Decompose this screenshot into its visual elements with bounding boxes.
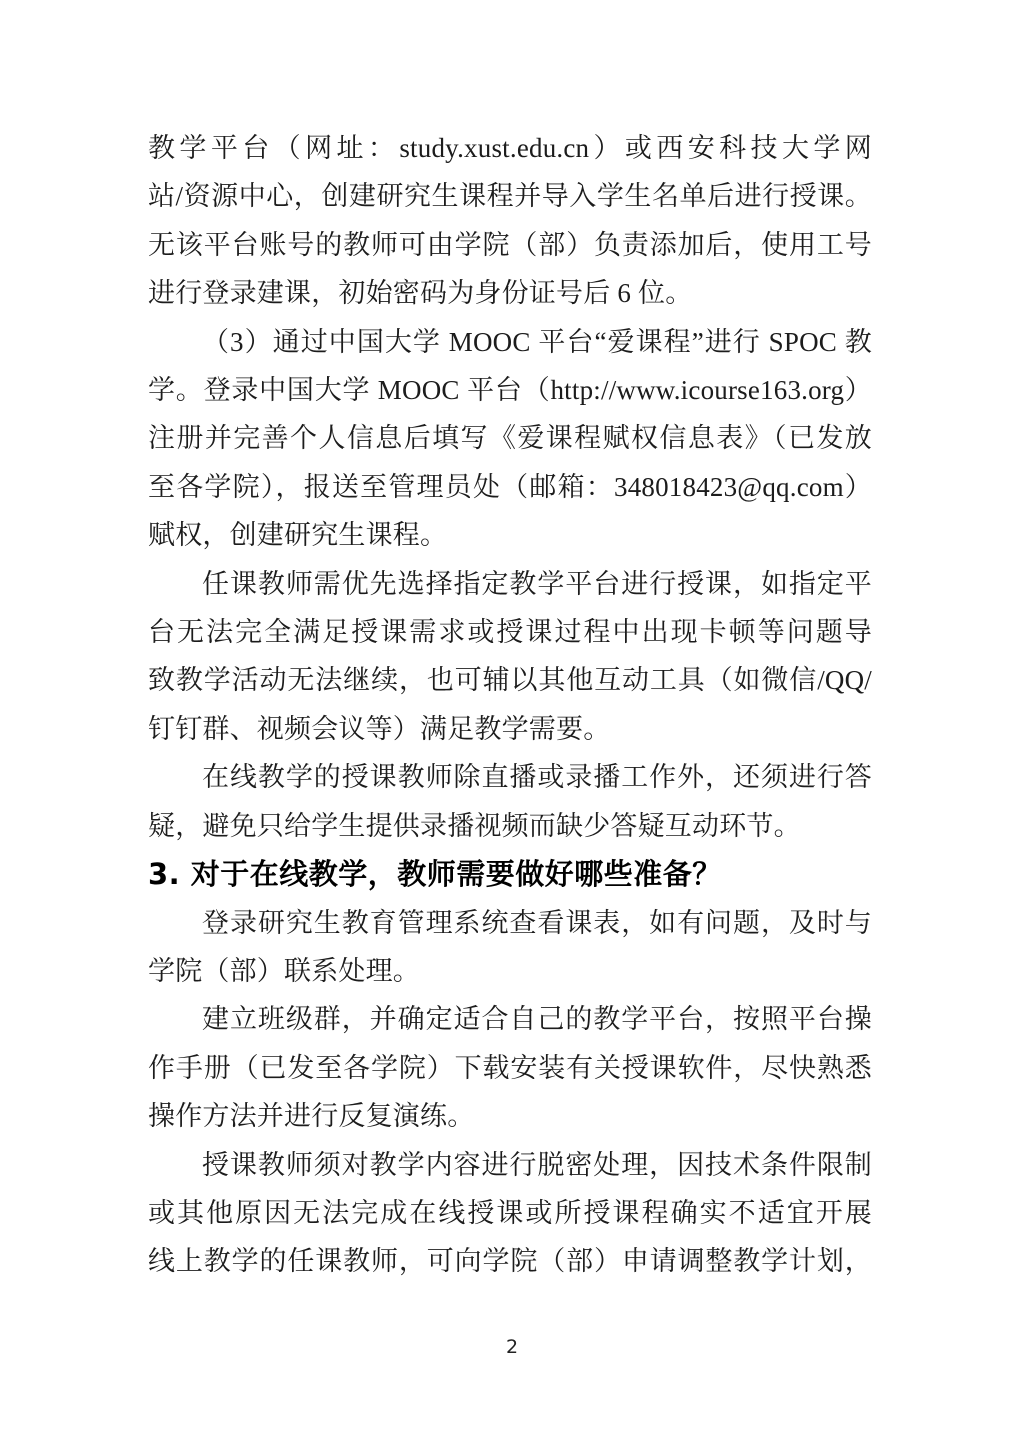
text-line: 学。登录中国大学 MOOC 平台（http://www.icourse163.org） [148,375,872,406]
text-line: 钉钉群、视频会议等）满足教学需要。 [148,713,611,744]
text-line: 授课教师须对教学内容进行脱密处理，因技术条件限制 [202,1149,872,1180]
paragraph [148,1141,872,1286]
paragraph [148,899,872,996]
page-footer [0,1336,1024,1358]
text-line: 教学平台（网址：study.xust.edu.cn）或西安科技大学网 [148,133,872,163]
text-line: 赋权，创建研究生课程。 [148,520,448,551]
text-line: 进行登录建课，初始密码为身份证号后 6 位。 [148,278,693,309]
paragraph [148,995,872,1140]
text-line: 至各学院），报送至管理员处（邮箱：348018423@qq.com） [148,471,872,502]
section-heading [148,850,872,898]
paragraph [148,318,872,560]
paragraph [148,753,872,850]
text-line: 站/资源中心，创建研究生课程并导入学生名单后进行授课。 [148,181,872,212]
page-number: 2 [505,1336,519,1358]
text-line: 任课教师需优先选择指定教学平台进行授课，如指定平 [202,568,872,599]
text-line: 在线教学的授课教师除直播或录播工作外，还须进行答 [202,762,872,793]
text-line: 注册并完善个人信息后填写《爱课程赋权信息表》（已发放 [148,423,872,454]
text-line: 线上教学的任课教师，可向学院（部）申请调整教学计划， [148,1246,872,1277]
text-line: （3）通过中国大学 MOOC 平台“爱课程”进行 SPOC 教 [202,326,872,357]
text-line: 无该平台账号的教师可由学院（部）负责添加后，使用工号 [148,229,872,260]
text-line: 建立班级群，并确定适合自己的教学平台，按照平台操 [202,1004,872,1035]
paragraph [148,560,872,754]
text-line: 操作方法并进行反复演练。 [148,1101,475,1132]
text-line: 或其他原因无法完成在线授课或所授课程确实不适宜开展 [148,1197,872,1228]
text-line: 致教学活动无法继续，也可辅以其他互动工具（如微信/QQ/ [148,665,872,696]
paragraph [148,124,872,318]
text-line: 疑，避免只给学生提供录播视频而缺少答疑互动环节。 [148,810,801,841]
text-line: 台无法完全满足授课需求或授课过程中出现卡顿等问题导 [148,617,872,648]
section-heading-text: 3. 对于在线教学，教师需要做好哪些准备？ [148,857,722,892]
text-line: 作手册（已发至各学院）下载安装有关授课软件，尽快熟悉 [148,1052,872,1083]
text-line: 登录研究生教育管理系统查看课表，如有问题，及时与 [202,907,872,938]
document-body [148,124,872,1286]
text-line: 学院（部）联系处理。 [148,955,420,986]
